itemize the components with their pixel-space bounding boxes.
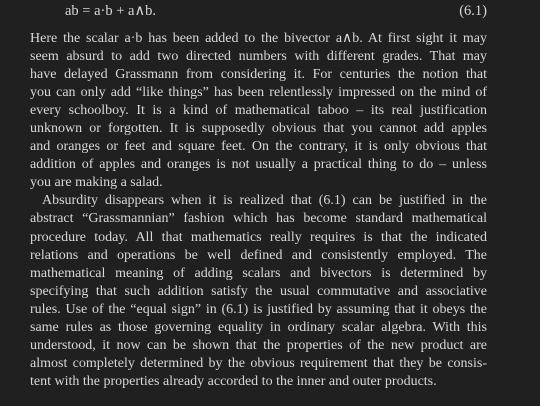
text-line: almost completely determined by the obvious requirement that they be consis- bbox=[30, 355, 487, 371]
text-line: rules. Use of the “equal sign” in (6.1) is justified by assuming that it obeys the bbox=[30, 301, 487, 317]
text-line: relations and operations be well defined and consistently employed. The bbox=[30, 247, 487, 263]
equation-number: (6.1) bbox=[459, 3, 487, 19]
text-line: every schoolboy. It is a kind of mathematical taboo – its real justification bbox=[30, 103, 487, 119]
text-line: procedure today. All that mathematics really requires is that the indicated bbox=[30, 229, 487, 245]
text-line: you are making a salad. bbox=[30, 175, 163, 191]
text-line: unknown or forgotten. It is supposedly obvious that you cannot add apples bbox=[30, 121, 487, 137]
text-line: abstract “Grassmannian” fashion which has become standard mathematical bbox=[30, 211, 487, 227]
text-line: seem absurd to add two directed numbers with different grades. That may bbox=[30, 49, 487, 65]
text-line: addition of apples and oranges is not usually a practical thing to do – unless bbox=[30, 157, 487, 173]
text-line: mathematical meaning of adding scalars and bivectors is determined by bbox=[30, 265, 487, 281]
equation-row bbox=[0, 3, 540, 25]
text-line: same rules as those governing equality in ordinary scalar algebra. With this bbox=[30, 319, 487, 335]
text-line: and oranges or feet and square feet. On the contrary, it is only obvious that bbox=[30, 139, 487, 155]
text-line: tent with the properties already accorded to the inner and outer products. bbox=[30, 373, 437, 389]
paragraph bbox=[30, 30, 487, 192]
text-line: Absurdity disappears when it is realized that (6.1) can be justified in the bbox=[42, 193, 487, 209]
text-line: have delayed Grassmann from considering it. For centuries the notion that bbox=[30, 67, 487, 83]
text-line: you can only add “like things” has been relentlessly impressed on the mind of bbox=[30, 85, 487, 101]
text-line: understood, it now can be shown that the properties of the new product are bbox=[30, 337, 487, 353]
paragraph bbox=[30, 192, 487, 391]
display-equation: ab = a·b + a∧b. bbox=[65, 3, 156, 19]
body-text bbox=[30, 30, 487, 391]
text-line: specifying that such addition satisfy the usual commutative and associative bbox=[30, 283, 487, 299]
text-line: Here the scalar a·b has been added to the bivector a∧b. At first sight it may bbox=[30, 31, 487, 46]
